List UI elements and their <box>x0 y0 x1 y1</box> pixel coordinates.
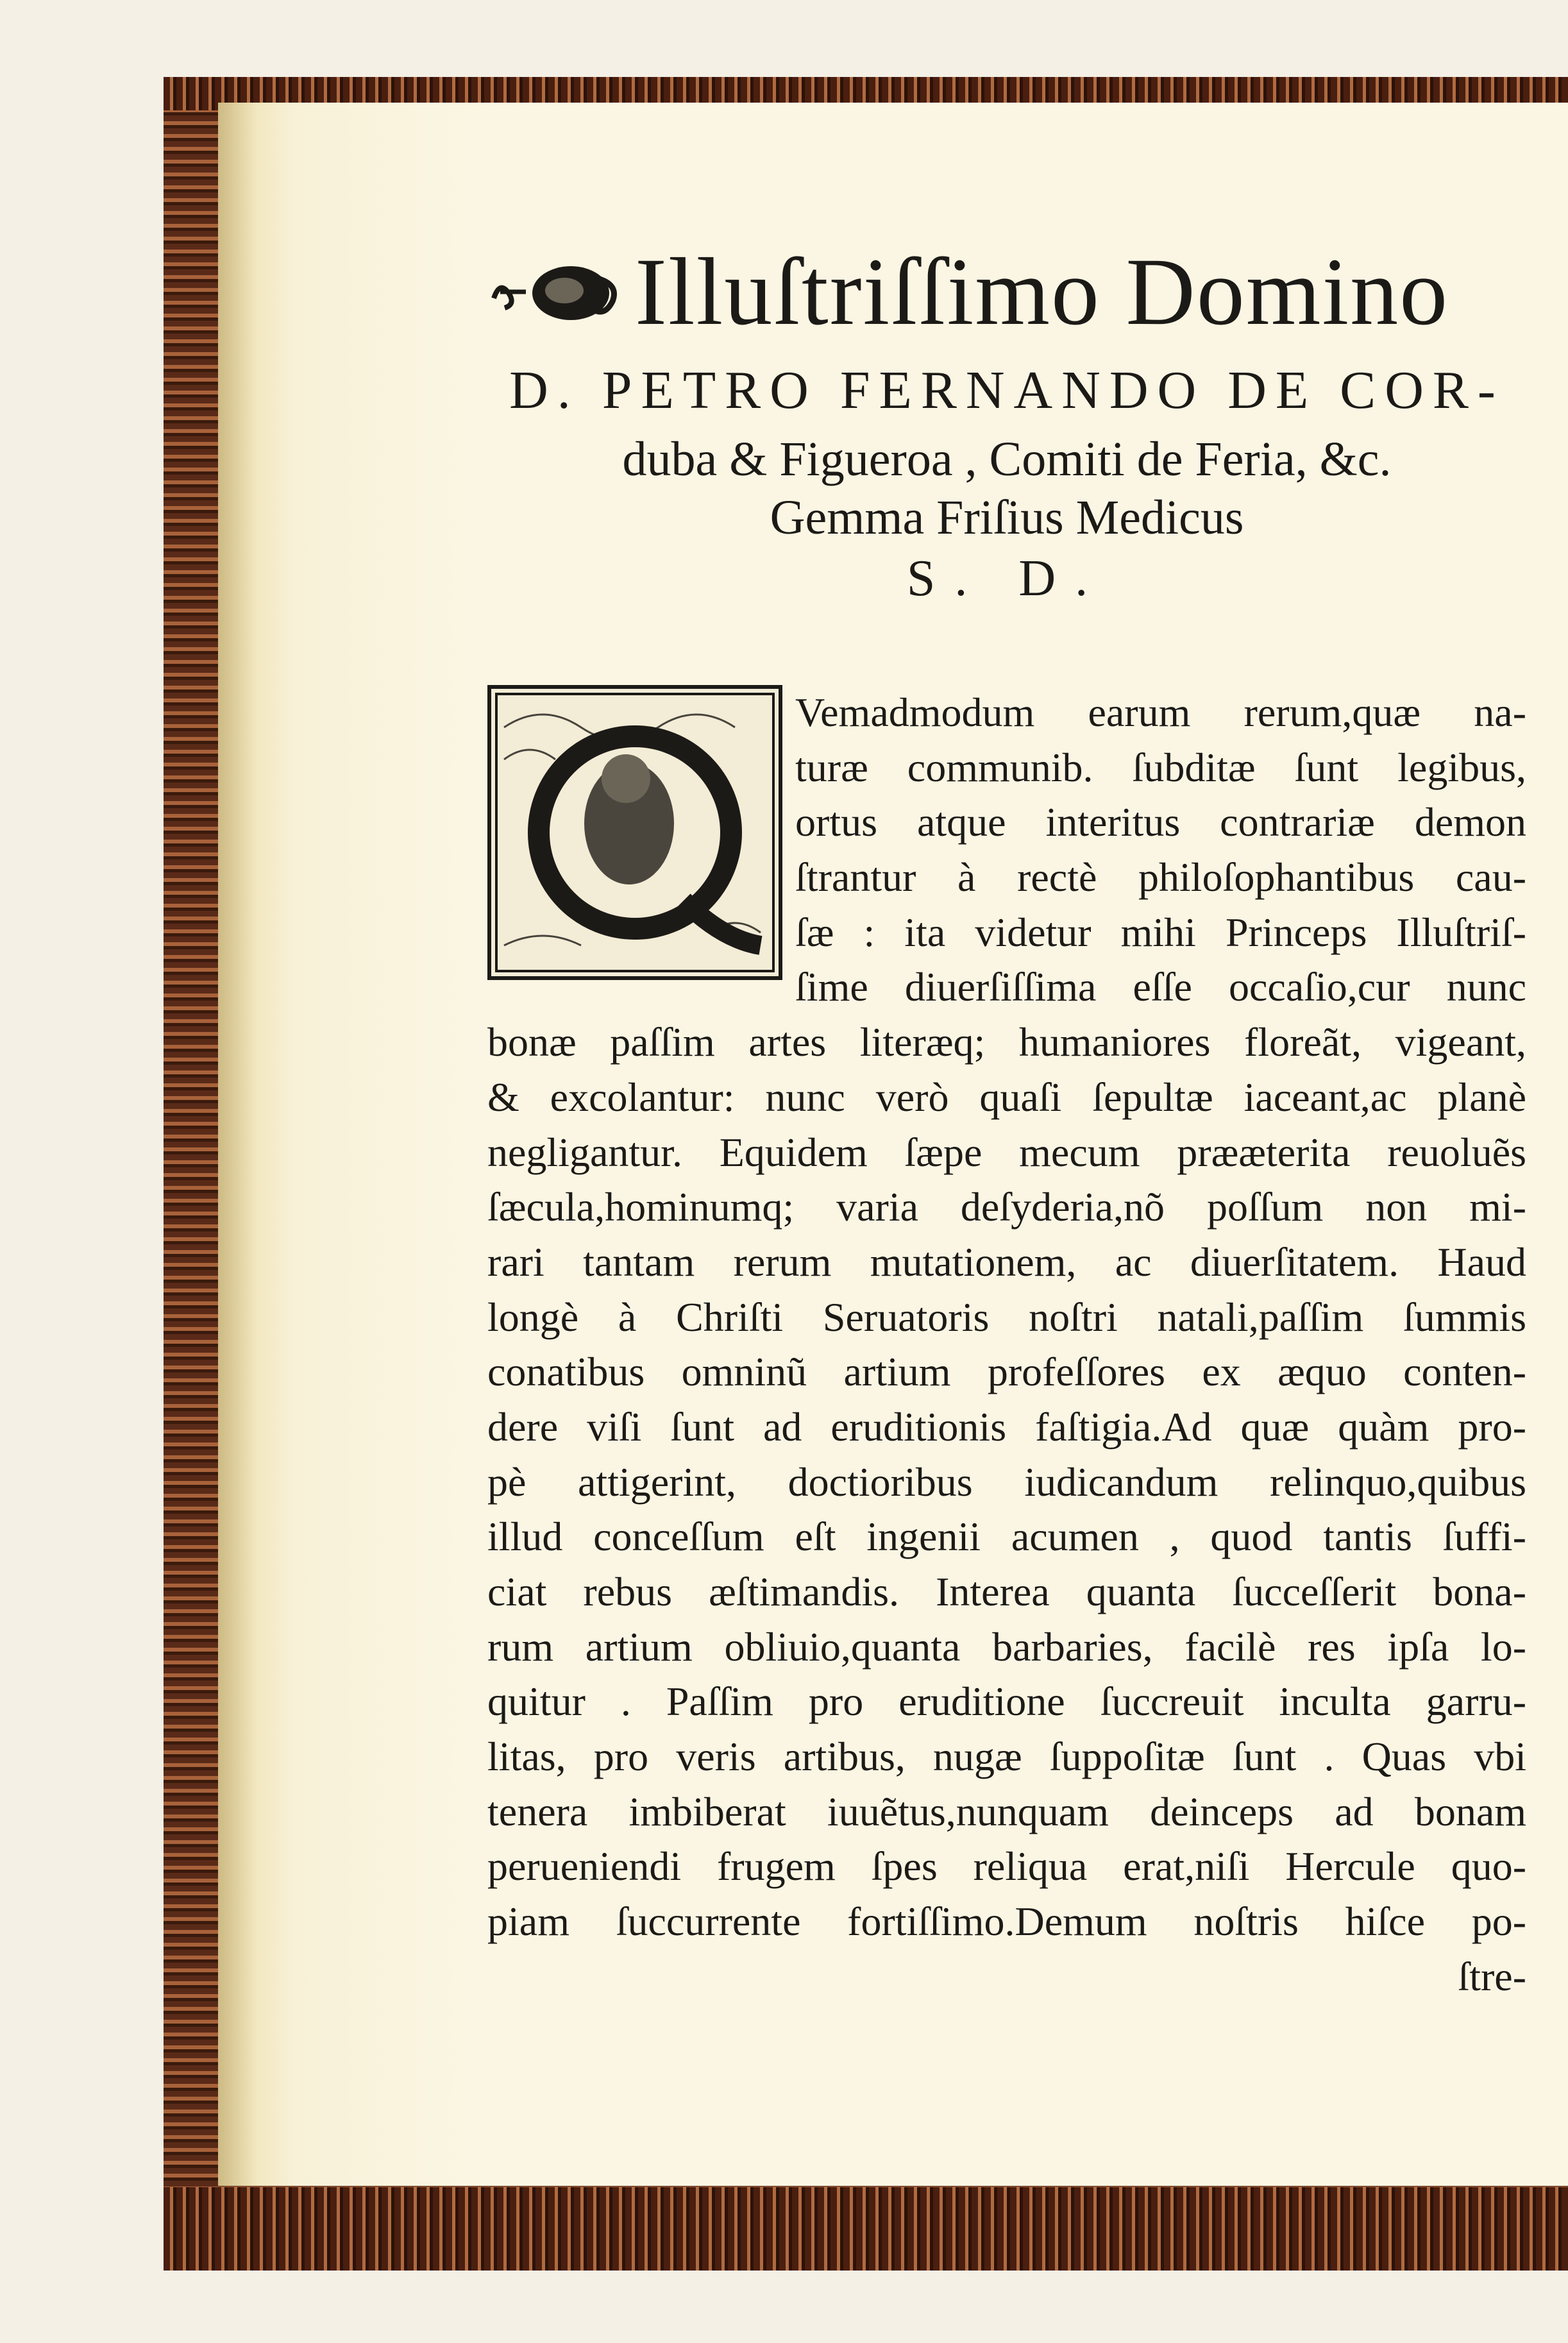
binding-bottom-edge <box>164 2187 1568 2271</box>
catchword: ſtre- <box>1458 1953 1526 1999</box>
body-line: ciat rebus æſtimandis. Interea quanta ſucceſſerit bona- <box>487 1569 1526 1614</box>
decorated-initial <box>487 685 782 980</box>
body-line: bonæ paſſim artes literæq; humaniores floreãt, vigeant, <box>487 1019 1526 1065</box>
body-line: ſæcula,hominumq; varia deſyderia,nõ poſſum non mi- <box>487 1184 1526 1230</box>
body-line: quitur . Paſſim pro eruditione ſuccreuit inculta garru- <box>487 1679 1526 1725</box>
woodcut-initial-icon <box>491 689 779 976</box>
salutation: S. D. <box>906 550 1108 607</box>
body-line: longè à Chriſti Seruatoris noſtri natali,paſſim ſummis <box>487 1294 1526 1340</box>
body-line: turæ communib. ſubditæ ſunt legibus, <box>795 744 1526 790</box>
body-line: rari tantam rerum mutationem, ac diuerſitatem. Haud <box>487 1239 1526 1285</box>
subtitle-line: duba & Figueroa , Comiti de Feria, &c. <box>622 432 1392 486</box>
body-line: piam ſuccurrente fortiſſimo.Demum noſtris hiſce po- <box>487 1899 1526 1945</box>
body-line: tenera imbiberat iuuẽtus,nunquam deinceps ad bonam <box>487 1788 1526 1834</box>
body-line: dere viſi ſunt ad eruditionis faſtigia.Ad quæ quàm pro- <box>487 1403 1526 1450</box>
body-line: negligantur. Equidem ſæpe mecum prææterita reuoluẽs <box>487 1129 1526 1175</box>
body-line: ſtrantur à rectè philoſophantibus cau- <box>795 854 1526 901</box>
addressee-line: D. PETRO FERNANDO DE COR- <box>509 360 1505 420</box>
page-content <box>487 231 1526 2004</box>
fleuron-ornament-icon <box>487 253 628 330</box>
body-line: & excolantur: nunc verò quaſi ſepultæ iaceant,ac planè <box>487 1074 1526 1120</box>
body-line: perueniendi frugem ſpes reliqua erat,niſi Hercule quo- <box>487 1843 1526 1890</box>
body-line: ortus atque interitus contrariæ demon <box>795 799 1526 845</box>
title-row <box>487 231 1526 353</box>
page-title: Illuſtriſſimo Domino <box>635 239 1449 345</box>
body-line: ſime diuerſiſſima eſſe occaſio,cur nunc <box>795 964 1526 1010</box>
author-line: Gemma Friſius Medicus <box>770 491 1244 545</box>
body-line: rum artium obliuio,quanta barbaries, facilè res ipſa lo- <box>487 1623 1526 1670</box>
body-text <box>487 685 1526 2004</box>
body-line: ſæ : ita videtur mihi Princeps Illuſtriſ- <box>795 909 1526 955</box>
body-line: illud conceſſum eſt ingenii acumen , quod tantis ſuffi- <box>487 1514 1526 1560</box>
body-line: pè attigerint, doctioribus iudicandum relinquo,quibus <box>487 1459 1526 1505</box>
gutter-shadow <box>218 103 257 2186</box>
body-line: conatibus omninũ artium profeſſores ex æquo conten- <box>487 1349 1526 1395</box>
body-line: litas, pro veris artibus, nugæ ſuppoſitæ ſunt . Quas vbi <box>487 1734 1526 1780</box>
body-line: Vemadmodum earum rerum,quæ na- <box>795 689 1526 735</box>
